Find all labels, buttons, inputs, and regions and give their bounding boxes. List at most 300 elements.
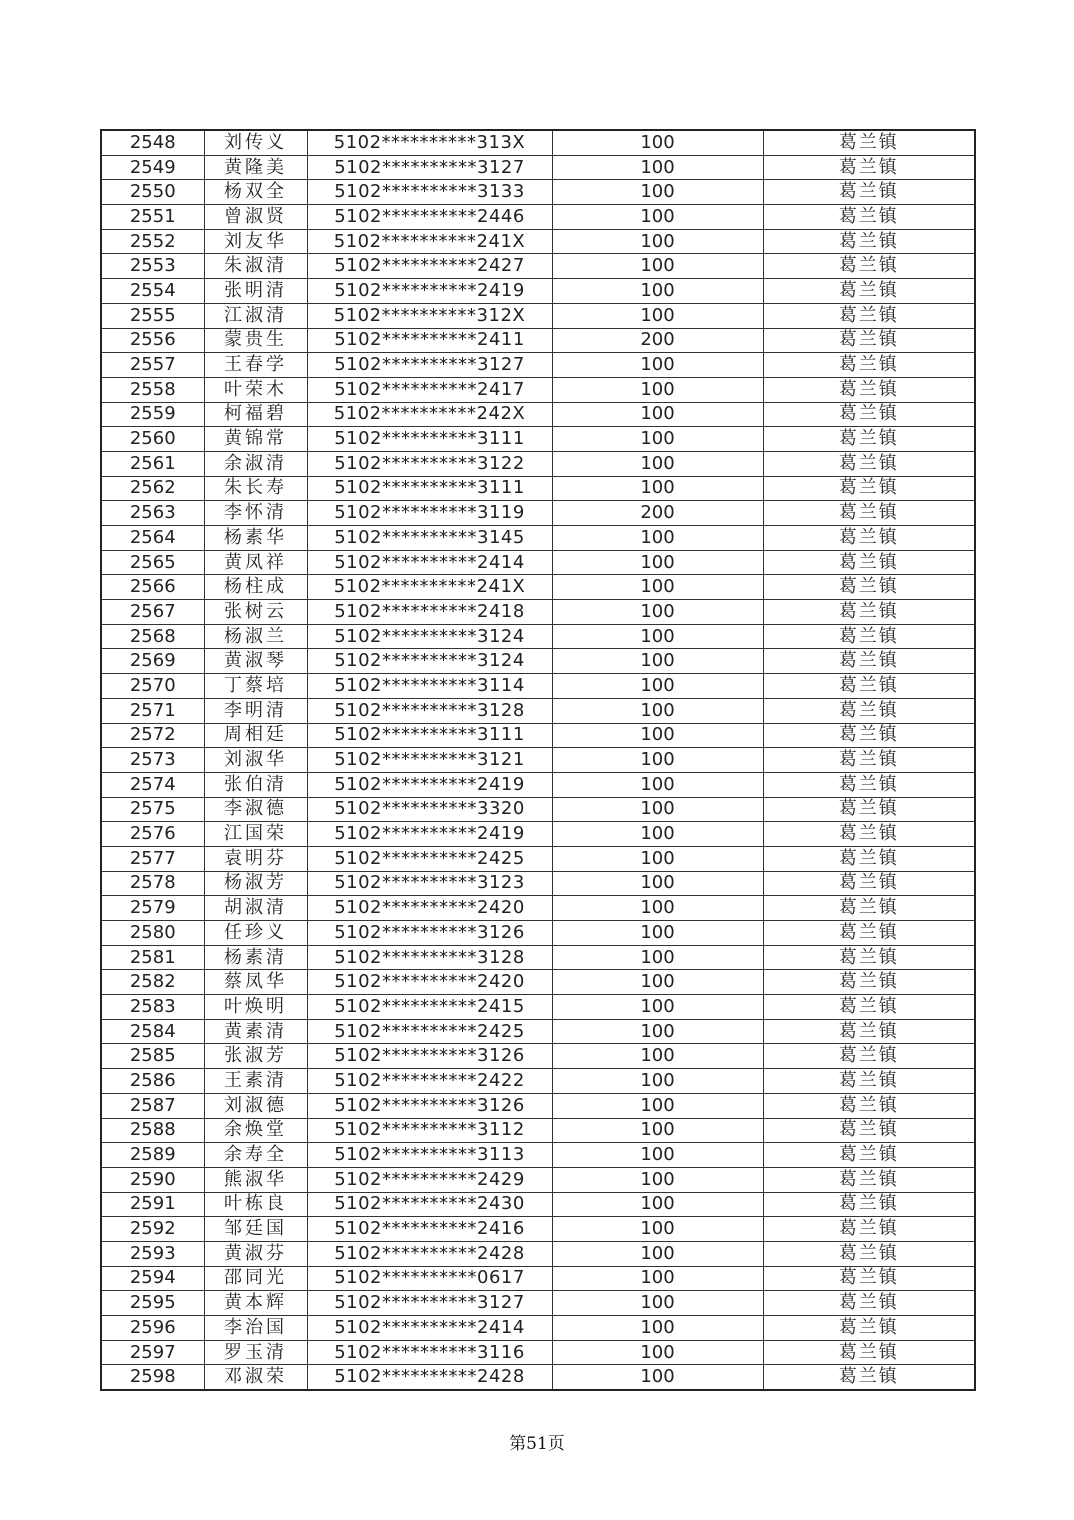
cell-serial-number: 2553 <box>101 254 204 279</box>
cell-town: 葛兰镇 <box>763 550 975 575</box>
cell-town: 葛兰镇 <box>763 649 975 674</box>
cell-amount: 100 <box>552 624 763 649</box>
cell-name: 江淑清 <box>204 303 307 328</box>
table-row <box>101 1093 975 1118</box>
cell-town: 葛兰镇 <box>763 1069 975 1094</box>
cell-amount: 100 <box>552 1291 763 1316</box>
cell-name: 李治国 <box>204 1316 307 1341</box>
cell-serial-number: 2561 <box>101 451 204 476</box>
cell-name: 刘传义 <box>204 130 307 155</box>
cell-amount: 100 <box>552 1241 763 1266</box>
table-row <box>101 1192 975 1217</box>
cell-name: 刘友华 <box>204 229 307 254</box>
cell-amount: 100 <box>552 205 763 230</box>
cell-id-number: 5102**********3111 <box>307 427 552 452</box>
cell-town: 葛兰镇 <box>763 970 975 995</box>
cell-amount: 100 <box>552 526 763 551</box>
cell-amount: 100 <box>552 476 763 501</box>
cell-amount: 100 <box>552 995 763 1020</box>
cell-serial-number: 2550 <box>101 180 204 205</box>
cell-town: 葛兰镇 <box>763 1365 975 1390</box>
table-row <box>101 550 975 575</box>
cell-name: 余淑清 <box>204 451 307 476</box>
cell-serial-number: 2574 <box>101 772 204 797</box>
cell-serial-number: 2580 <box>101 921 204 946</box>
cell-serial-number: 2577 <box>101 846 204 871</box>
cell-town: 葛兰镇 <box>763 303 975 328</box>
cell-id-number: 5102**********2419 <box>307 772 552 797</box>
cell-id-number: 5102**********3126 <box>307 1093 552 1118</box>
cell-id-number: 5102**********2425 <box>307 1019 552 1044</box>
cell-name: 黄淑芬 <box>204 1241 307 1266</box>
cell-amount: 100 <box>552 1217 763 1242</box>
cell-town: 葛兰镇 <box>763 1093 975 1118</box>
cell-serial-number: 2590 <box>101 1167 204 1192</box>
cell-amount: 100 <box>552 945 763 970</box>
cell-serial-number: 2579 <box>101 896 204 921</box>
cell-name: 蒙贵生 <box>204 328 307 353</box>
cell-town: 葛兰镇 <box>763 501 975 526</box>
table-row <box>101 303 975 328</box>
cell-id-number: 5102**********3126 <box>307 1044 552 1069</box>
cell-town: 葛兰镇 <box>763 427 975 452</box>
cell-name: 李淑德 <box>204 797 307 822</box>
cell-name: 蔡凤华 <box>204 970 307 995</box>
cell-id-number: 5102**********2446 <box>307 205 552 230</box>
cell-amount: 100 <box>552 772 763 797</box>
cell-town: 葛兰镇 <box>763 698 975 723</box>
cell-town: 葛兰镇 <box>763 921 975 946</box>
cell-town: 葛兰镇 <box>763 451 975 476</box>
cell-name: 杨素华 <box>204 526 307 551</box>
cell-id-number: 5102**********3111 <box>307 723 552 748</box>
cell-name: 黄隆美 <box>204 155 307 180</box>
cell-name: 黄淑琴 <box>204 649 307 674</box>
cell-name: 张伯清 <box>204 772 307 797</box>
cell-amount: 100 <box>552 600 763 625</box>
table-row <box>101 130 975 155</box>
table-row <box>101 772 975 797</box>
cell-amount: 100 <box>552 303 763 328</box>
cell-serial-number: 2585 <box>101 1044 204 1069</box>
cell-serial-number: 2565 <box>101 550 204 575</box>
cell-amount: 100 <box>552 970 763 995</box>
cell-name: 叶栋良 <box>204 1192 307 1217</box>
cell-id-number: 5102**********2418 <box>307 600 552 625</box>
cell-town: 葛兰镇 <box>763 995 975 1020</box>
cell-id-number: 5102**********312X <box>307 303 552 328</box>
cell-town: 葛兰镇 <box>763 624 975 649</box>
table-row <box>101 871 975 896</box>
cell-id-number: 5102**********2419 <box>307 822 552 847</box>
cell-name: 邵同光 <box>204 1266 307 1291</box>
cell-amount: 100 <box>552 846 763 871</box>
cell-amount: 100 <box>552 674 763 699</box>
table-row <box>101 1044 975 1069</box>
cell-name: 杨素清 <box>204 945 307 970</box>
cell-id-number: 5102**********3113 <box>307 1143 552 1168</box>
cell-town: 葛兰镇 <box>763 1118 975 1143</box>
table-row <box>101 1365 975 1390</box>
cell-id-number: 5102**********313X <box>307 130 552 155</box>
cell-name: 叶焕明 <box>204 995 307 1020</box>
cell-name: 杨柱成 <box>204 575 307 600</box>
cell-name: 李明清 <box>204 698 307 723</box>
cell-amount: 100 <box>552 698 763 723</box>
cell-name: 邹廷国 <box>204 1217 307 1242</box>
cell-town: 葛兰镇 <box>763 1241 975 1266</box>
cell-serial-number: 2568 <box>101 624 204 649</box>
cell-id-number: 5102**********2428 <box>307 1241 552 1266</box>
table-row <box>101 476 975 501</box>
cell-name: 张淑芳 <box>204 1044 307 1069</box>
table-row <box>101 970 975 995</box>
cell-name: 黄锦常 <box>204 427 307 452</box>
cell-town: 葛兰镇 <box>763 575 975 600</box>
table-row <box>101 995 975 1020</box>
cell-amount: 100 <box>552 723 763 748</box>
table-row <box>101 1340 975 1365</box>
cell-id-number: 5102**********3128 <box>307 945 552 970</box>
cell-serial-number: 2586 <box>101 1069 204 1094</box>
cell-town: 葛兰镇 <box>763 353 975 378</box>
cell-name: 余焕堂 <box>204 1118 307 1143</box>
table-row <box>101 1217 975 1242</box>
cell-amount: 100 <box>552 550 763 575</box>
table-row <box>101 624 975 649</box>
page-number: 第51页 <box>509 1434 565 1454</box>
cell-serial-number: 2597 <box>101 1340 204 1365</box>
cell-amount: 100 <box>552 229 763 254</box>
cell-id-number: 5102**********3124 <box>307 624 552 649</box>
cell-id-number: 5102**********2425 <box>307 846 552 871</box>
cell-town: 葛兰镇 <box>763 871 975 896</box>
cell-serial-number: 2559 <box>101 402 204 427</box>
cell-town: 葛兰镇 <box>763 180 975 205</box>
cell-amount: 100 <box>552 1365 763 1390</box>
cell-id-number: 5102**********2411 <box>307 328 552 353</box>
table-row <box>101 1069 975 1094</box>
cell-amount: 100 <box>552 871 763 896</box>
table-row <box>101 723 975 748</box>
cell-serial-number: 2594 <box>101 1266 204 1291</box>
cell-id-number: 5102**********3126 <box>307 921 552 946</box>
cell-id-number: 5102**********3124 <box>307 649 552 674</box>
cell-amount: 100 <box>552 180 763 205</box>
table-row <box>101 353 975 378</box>
cell-serial-number: 2595 <box>101 1291 204 1316</box>
cell-id-number: 5102**********3123 <box>307 871 552 896</box>
cell-name: 邓淑荣 <box>204 1365 307 1390</box>
cell-id-number: 5102**********3127 <box>307 353 552 378</box>
cell-name: 刘淑华 <box>204 748 307 773</box>
cell-amount: 100 <box>552 377 763 402</box>
cell-serial-number: 2548 <box>101 130 204 155</box>
cell-amount: 100 <box>552 1340 763 1365</box>
cell-serial-number: 2584 <box>101 1019 204 1044</box>
cell-name: 熊淑华 <box>204 1167 307 1192</box>
cell-id-number: 5102**********2415 <box>307 995 552 1020</box>
cell-amount: 100 <box>552 1143 763 1168</box>
cell-name: 江国荣 <box>204 822 307 847</box>
cell-amount: 100 <box>552 1069 763 1094</box>
table-row <box>101 600 975 625</box>
cell-id-number: 5102**********241X <box>307 229 552 254</box>
table-row <box>101 180 975 205</box>
cell-name: 杨淑芳 <box>204 871 307 896</box>
cell-amount: 100 <box>552 353 763 378</box>
cell-town: 葛兰镇 <box>763 822 975 847</box>
cell-id-number: 5102**********3145 <box>307 526 552 551</box>
cell-id-number: 5102**********2420 <box>307 896 552 921</box>
cell-town: 葛兰镇 <box>763 205 975 230</box>
cell-serial-number: 2583 <box>101 995 204 1020</box>
cell-name: 任珍义 <box>204 921 307 946</box>
roster-table-body <box>101 130 975 1390</box>
cell-amount: 100 <box>552 1167 763 1192</box>
cell-id-number: 5102**********3128 <box>307 698 552 723</box>
cell-serial-number: 2576 <box>101 822 204 847</box>
cell-id-number: 5102**********2414 <box>307 550 552 575</box>
cell-town: 葛兰镇 <box>763 155 975 180</box>
cell-id-number: 5102**********2430 <box>307 1192 552 1217</box>
table-row <box>101 279 975 304</box>
cell-amount: 100 <box>552 427 763 452</box>
cell-town: 葛兰镇 <box>763 328 975 353</box>
cell-serial-number: 2551 <box>101 205 204 230</box>
cell-id-number: 5102**********2416 <box>307 1217 552 1242</box>
table-row <box>101 526 975 551</box>
cell-town: 葛兰镇 <box>763 1340 975 1365</box>
cell-amount: 100 <box>552 1019 763 1044</box>
cell-amount: 100 <box>552 575 763 600</box>
cell-serial-number: 2572 <box>101 723 204 748</box>
cell-id-number: 5102**********3121 <box>307 748 552 773</box>
cell-amount: 100 <box>552 797 763 822</box>
cell-id-number: 5102**********3116 <box>307 1340 552 1365</box>
cell-serial-number: 2578 <box>101 871 204 896</box>
cell-amount: 100 <box>552 1266 763 1291</box>
cell-id-number: 5102**********2419 <box>307 279 552 304</box>
table-row <box>101 797 975 822</box>
cell-amount: 100 <box>552 921 763 946</box>
cell-name: 黄素清 <box>204 1019 307 1044</box>
cell-town: 葛兰镇 <box>763 279 975 304</box>
cell-serial-number: 2557 <box>101 353 204 378</box>
cell-amount: 100 <box>552 279 763 304</box>
table-row <box>101 328 975 353</box>
cell-name: 丁蔡培 <box>204 674 307 699</box>
cell-amount: 100 <box>552 649 763 674</box>
cell-id-number: 5102**********241X <box>307 575 552 600</box>
cell-id-number: 5102**********2427 <box>307 254 552 279</box>
cell-name: 黄凤祥 <box>204 550 307 575</box>
cell-serial-number: 2589 <box>101 1143 204 1168</box>
cell-name: 曾淑贤 <box>204 205 307 230</box>
cell-serial-number: 2569 <box>101 649 204 674</box>
cell-serial-number: 2556 <box>101 328 204 353</box>
table-row <box>101 649 975 674</box>
cell-name: 罗玉清 <box>204 1340 307 1365</box>
cell-serial-number: 2573 <box>101 748 204 773</box>
cell-town: 葛兰镇 <box>763 402 975 427</box>
cell-town: 葛兰镇 <box>763 1044 975 1069</box>
cell-name: 柯福碧 <box>204 402 307 427</box>
cell-id-number: 5102**********3133 <box>307 180 552 205</box>
table-row <box>101 1266 975 1291</box>
cell-town: 葛兰镇 <box>763 772 975 797</box>
cell-id-number: 5102**********2414 <box>307 1316 552 1341</box>
cell-town: 葛兰镇 <box>763 1143 975 1168</box>
cell-name: 袁明芬 <box>204 846 307 871</box>
cell-name: 王素清 <box>204 1069 307 1094</box>
cell-name: 刘淑德 <box>204 1093 307 1118</box>
cell-amount: 100 <box>552 1118 763 1143</box>
cell-serial-number: 2588 <box>101 1118 204 1143</box>
cell-name: 朱淑清 <box>204 254 307 279</box>
cell-town: 葛兰镇 <box>763 1192 975 1217</box>
table-row <box>101 1316 975 1341</box>
cell-amount: 200 <box>552 501 763 526</box>
cell-name: 朱长寿 <box>204 476 307 501</box>
table-row <box>101 1118 975 1143</box>
cell-name: 李怀清 <box>204 501 307 526</box>
cell-id-number: 5102**********3114 <box>307 674 552 699</box>
cell-id-number: 5102**********2417 <box>307 377 552 402</box>
cell-town: 葛兰镇 <box>763 674 975 699</box>
cell-amount: 100 <box>552 254 763 279</box>
table-row <box>101 205 975 230</box>
cell-id-number: 5102**********3119 <box>307 501 552 526</box>
table-row <box>101 822 975 847</box>
table-row <box>101 1019 975 1044</box>
cell-serial-number: 2596 <box>101 1316 204 1341</box>
cell-serial-number: 2592 <box>101 1217 204 1242</box>
table-row <box>101 501 975 526</box>
cell-town: 葛兰镇 <box>763 896 975 921</box>
cell-serial-number: 2554 <box>101 279 204 304</box>
cell-amount: 100 <box>552 1093 763 1118</box>
cell-town: 葛兰镇 <box>763 797 975 822</box>
cell-town: 葛兰镇 <box>763 130 975 155</box>
table-row <box>101 674 975 699</box>
cell-name: 杨双全 <box>204 180 307 205</box>
cell-amount: 100 <box>552 896 763 921</box>
roster-table <box>100 129 976 1391</box>
table-row <box>101 1143 975 1168</box>
cell-id-number: 5102**********3122 <box>307 451 552 476</box>
cell-serial-number: 2552 <box>101 229 204 254</box>
cell-name: 张树云 <box>204 600 307 625</box>
cell-amount: 100 <box>552 1044 763 1069</box>
cell-amount: 100 <box>552 1316 763 1341</box>
cell-name: 黄本辉 <box>204 1291 307 1316</box>
cell-serial-number: 2593 <box>101 1241 204 1266</box>
cell-serial-number: 2587 <box>101 1093 204 1118</box>
cell-amount: 100 <box>552 822 763 847</box>
cell-id-number: 5102**********3127 <box>307 1291 552 1316</box>
table-row <box>101 748 975 773</box>
cell-serial-number: 2555 <box>101 303 204 328</box>
table-row <box>101 945 975 970</box>
cell-serial-number: 2571 <box>101 698 204 723</box>
cell-serial-number: 2598 <box>101 1365 204 1390</box>
table-row <box>101 451 975 476</box>
cell-id-number: 5102**********2428 <box>307 1365 552 1390</box>
cell-id-number: 5102**********2429 <box>307 1167 552 1192</box>
cell-id-number: 5102**********3127 <box>307 155 552 180</box>
table-row <box>101 921 975 946</box>
cell-serial-number: 2564 <box>101 526 204 551</box>
cell-serial-number: 2567 <box>101 600 204 625</box>
cell-name: 张明清 <box>204 279 307 304</box>
cell-town: 葛兰镇 <box>763 254 975 279</box>
cell-amount: 200 <box>552 328 763 353</box>
cell-town: 葛兰镇 <box>763 846 975 871</box>
table-row <box>101 698 975 723</box>
table-row <box>101 377 975 402</box>
cell-town: 葛兰镇 <box>763 1291 975 1316</box>
cell-town: 葛兰镇 <box>763 1266 975 1291</box>
cell-serial-number: 2566 <box>101 575 204 600</box>
table-row <box>101 846 975 871</box>
cell-name: 杨淑兰 <box>204 624 307 649</box>
cell-town: 葛兰镇 <box>763 748 975 773</box>
table-row <box>101 1291 975 1316</box>
cell-serial-number: 2591 <box>101 1192 204 1217</box>
cell-town: 葛兰镇 <box>763 377 975 402</box>
cell-name: 余寿全 <box>204 1143 307 1168</box>
cell-name: 胡淑清 <box>204 896 307 921</box>
cell-name: 叶荣木 <box>204 377 307 402</box>
table-row <box>101 1241 975 1266</box>
cell-id-number: 5102**********242X <box>307 402 552 427</box>
cell-id-number: 5102**********3320 <box>307 797 552 822</box>
cell-serial-number: 2570 <box>101 674 204 699</box>
cell-serial-number: 2563 <box>101 501 204 526</box>
table-row <box>101 229 975 254</box>
table-row <box>101 155 975 180</box>
cell-id-number: 5102**********3112 <box>307 1118 552 1143</box>
cell-town: 葛兰镇 <box>763 1217 975 1242</box>
cell-amount: 100 <box>552 130 763 155</box>
cell-name: 周相廷 <box>204 723 307 748</box>
cell-amount: 100 <box>552 155 763 180</box>
cell-town: 葛兰镇 <box>763 1019 975 1044</box>
cell-serial-number: 2558 <box>101 377 204 402</box>
cell-town: 葛兰镇 <box>763 1167 975 1192</box>
cell-id-number: 5102**********2420 <box>307 970 552 995</box>
cell-town: 葛兰镇 <box>763 526 975 551</box>
cell-town: 葛兰镇 <box>763 476 975 501</box>
cell-name: 王春学 <box>204 353 307 378</box>
cell-id-number: 5102**********3111 <box>307 476 552 501</box>
cell-amount: 100 <box>552 402 763 427</box>
cell-serial-number: 2582 <box>101 970 204 995</box>
cell-town: 葛兰镇 <box>763 229 975 254</box>
cell-town: 葛兰镇 <box>763 600 975 625</box>
cell-serial-number: 2560 <box>101 427 204 452</box>
cell-amount: 100 <box>552 451 763 476</box>
table-row <box>101 254 975 279</box>
table-row <box>101 427 975 452</box>
cell-town: 葛兰镇 <box>763 1316 975 1341</box>
table-row <box>101 1167 975 1192</box>
cell-town: 葛兰镇 <box>763 945 975 970</box>
cell-serial-number: 2575 <box>101 797 204 822</box>
cell-id-number: 5102**********0617 <box>307 1266 552 1291</box>
table-row <box>101 575 975 600</box>
